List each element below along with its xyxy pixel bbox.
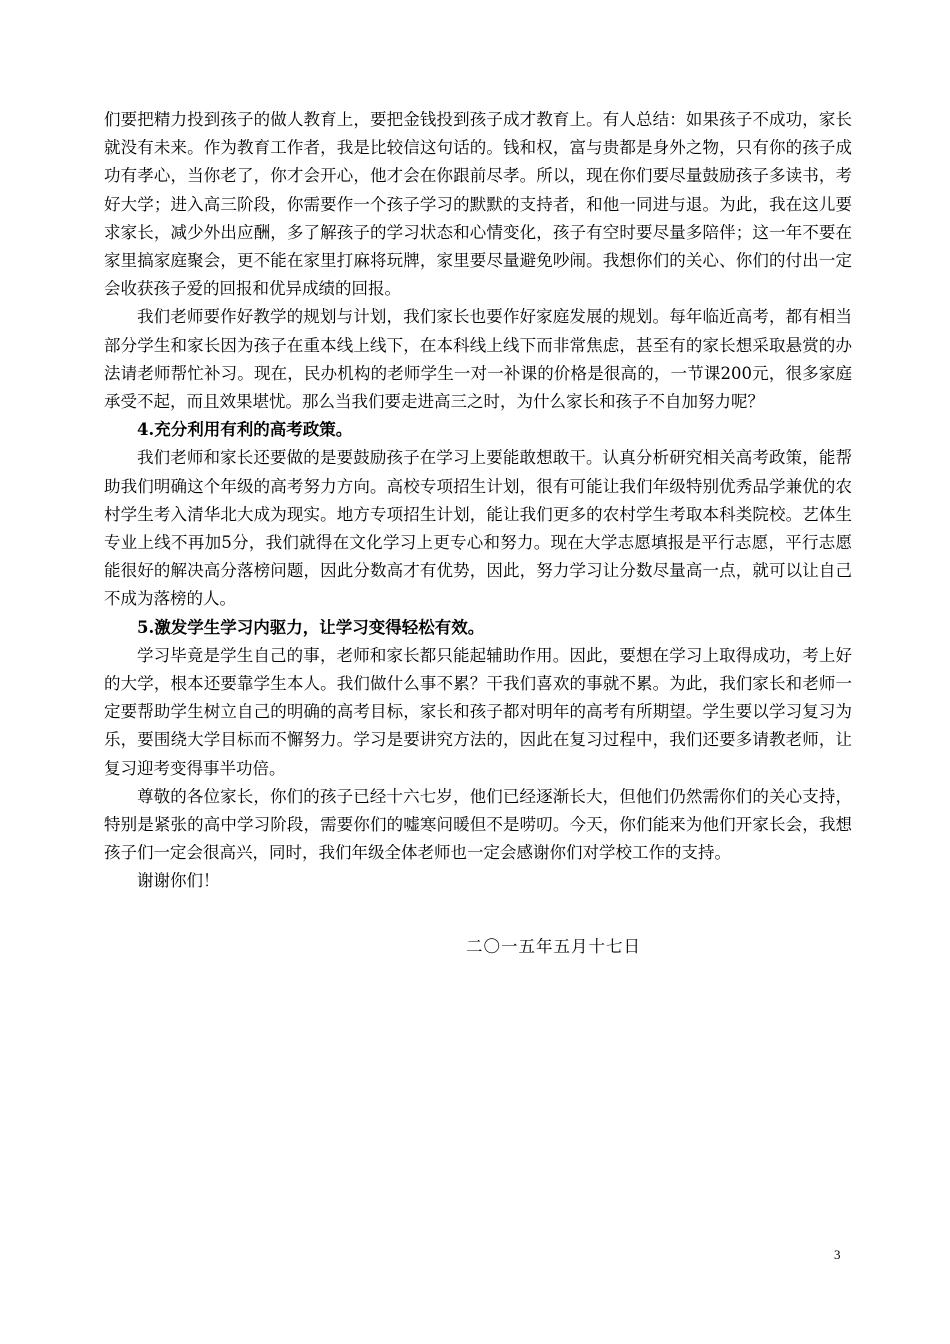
section-heading-exam-policy: 4.充分利用有利的高考政策。	[137, 420, 353, 440]
paragraph-exam-policy: 我们老师和家长还要做的是要鼓励孩子在学习上要能敢想敢干。认真分析研究相关高考政策，能帮助我们明确这个年级的高考努力方向。高校专项招生计划，很有可能让我们年级特别优秀品学兼优的农村学生考入清华北大成为现实。地方专项招生计划，能让我们更多的农村学生考取本科类院校。艺体生专业上线不再加5分，我们就得在文化学习上更专心和努力。现在大学志愿填报是平行志愿，平行志愿能很好的解决高分落榜问题，因此分数高才有优势，因此，努力学习让分数尽量高一点，就可以让自己不成为落榜的人。	[104, 448, 852, 609]
paragraph-motivation: 学习毕竟是学生自己的事，老师和家长都只能起辅助作用。因此，要想在学习上取得成功，考上好的大学，根本还要靠学生本人。我们做什么事不累？干我们喜欢的事就不累。为此，我们家长和老师一定要帮助学生树立自己的明确的高考目标，家长和孩子都对明年的高考有所期望。学生要以学习复习为乐，要围绕大学目标而不懈努力。学习是要讲究方法的，因此在复习过程中，我们还要多请教老师，让复习迎考变得事半功倍。	[104, 645, 852, 778]
document-date: 二〇一五年五月十七日	[466, 937, 641, 956]
document-body	[104, 106, 852, 896]
section-heading-motivation: 5.激发学生学习内驱力，让学习变得轻松有效。	[137, 617, 485, 637]
paragraph-address-parents: 尊敬的各位家长，你们的孩子已经十六七岁，他们已经逐渐长大，但他们仍然需你们的关心支持，特别是紧张的高中学习阶段，需要你们的嘘寒问暖但不是唠叨。今天，你们能来为他们开家长会，我想孩子们一定会很高兴，同时，我们年级全体老师也一定会感谢你们对学校工作的支持。	[104, 786, 852, 863]
closing-thanks: 谢谢你们！	[137, 871, 220, 891]
paragraph-parent-effort: 们要把精力投到孩子的做人教育上，要把金钱投到孩子成才教育上。有人总结：如果孩子不成功，家长就没有未来。作为教育工作者，我是比较信这句话的。钱和权，富与贵都是身外之物，只有你的孩子成功有孝心，当你老了，你才会开心，他才会在你跟前尽孝。所以，现在你们要尽量鼓励孩子多读书，考好大学；进入高三阶段，你需要作一个孩子学习的默默的支持者，和他一同进与退。为此，我在这儿要求家长，减少外出应酬，多了解孩子的学习状态和心情变化，孩子有空时要尽量多陪伴；这一年不要在家里搞家庭聚会，更不能在家里打麻将玩牌，家里要尽量避免吵闹。我想你们的关心、你们的付出一定会收获孩子爱的回报和优异成绩的回报。	[104, 110, 852, 299]
page-number: 3	[834, 1247, 841, 1262]
paragraph-planning: 我们老师要作好教学的规划与计划，我们家长也要作好家庭发展的规划。每年临近高考，都有相当部分学生和家长因为孩子在重本线上线下，在本科线上线下而非常焦虑，甚至有的家长想采取悬赏的办法请老师帮忙补习。现在，民办机构的老师学生一对一补课的价格是很高的，一节课200元，很多家庭承受不起，而且效果堪忧。那么当我们要走进高三之时，为什么家长和孩子不自加努力呢？	[104, 307, 852, 412]
